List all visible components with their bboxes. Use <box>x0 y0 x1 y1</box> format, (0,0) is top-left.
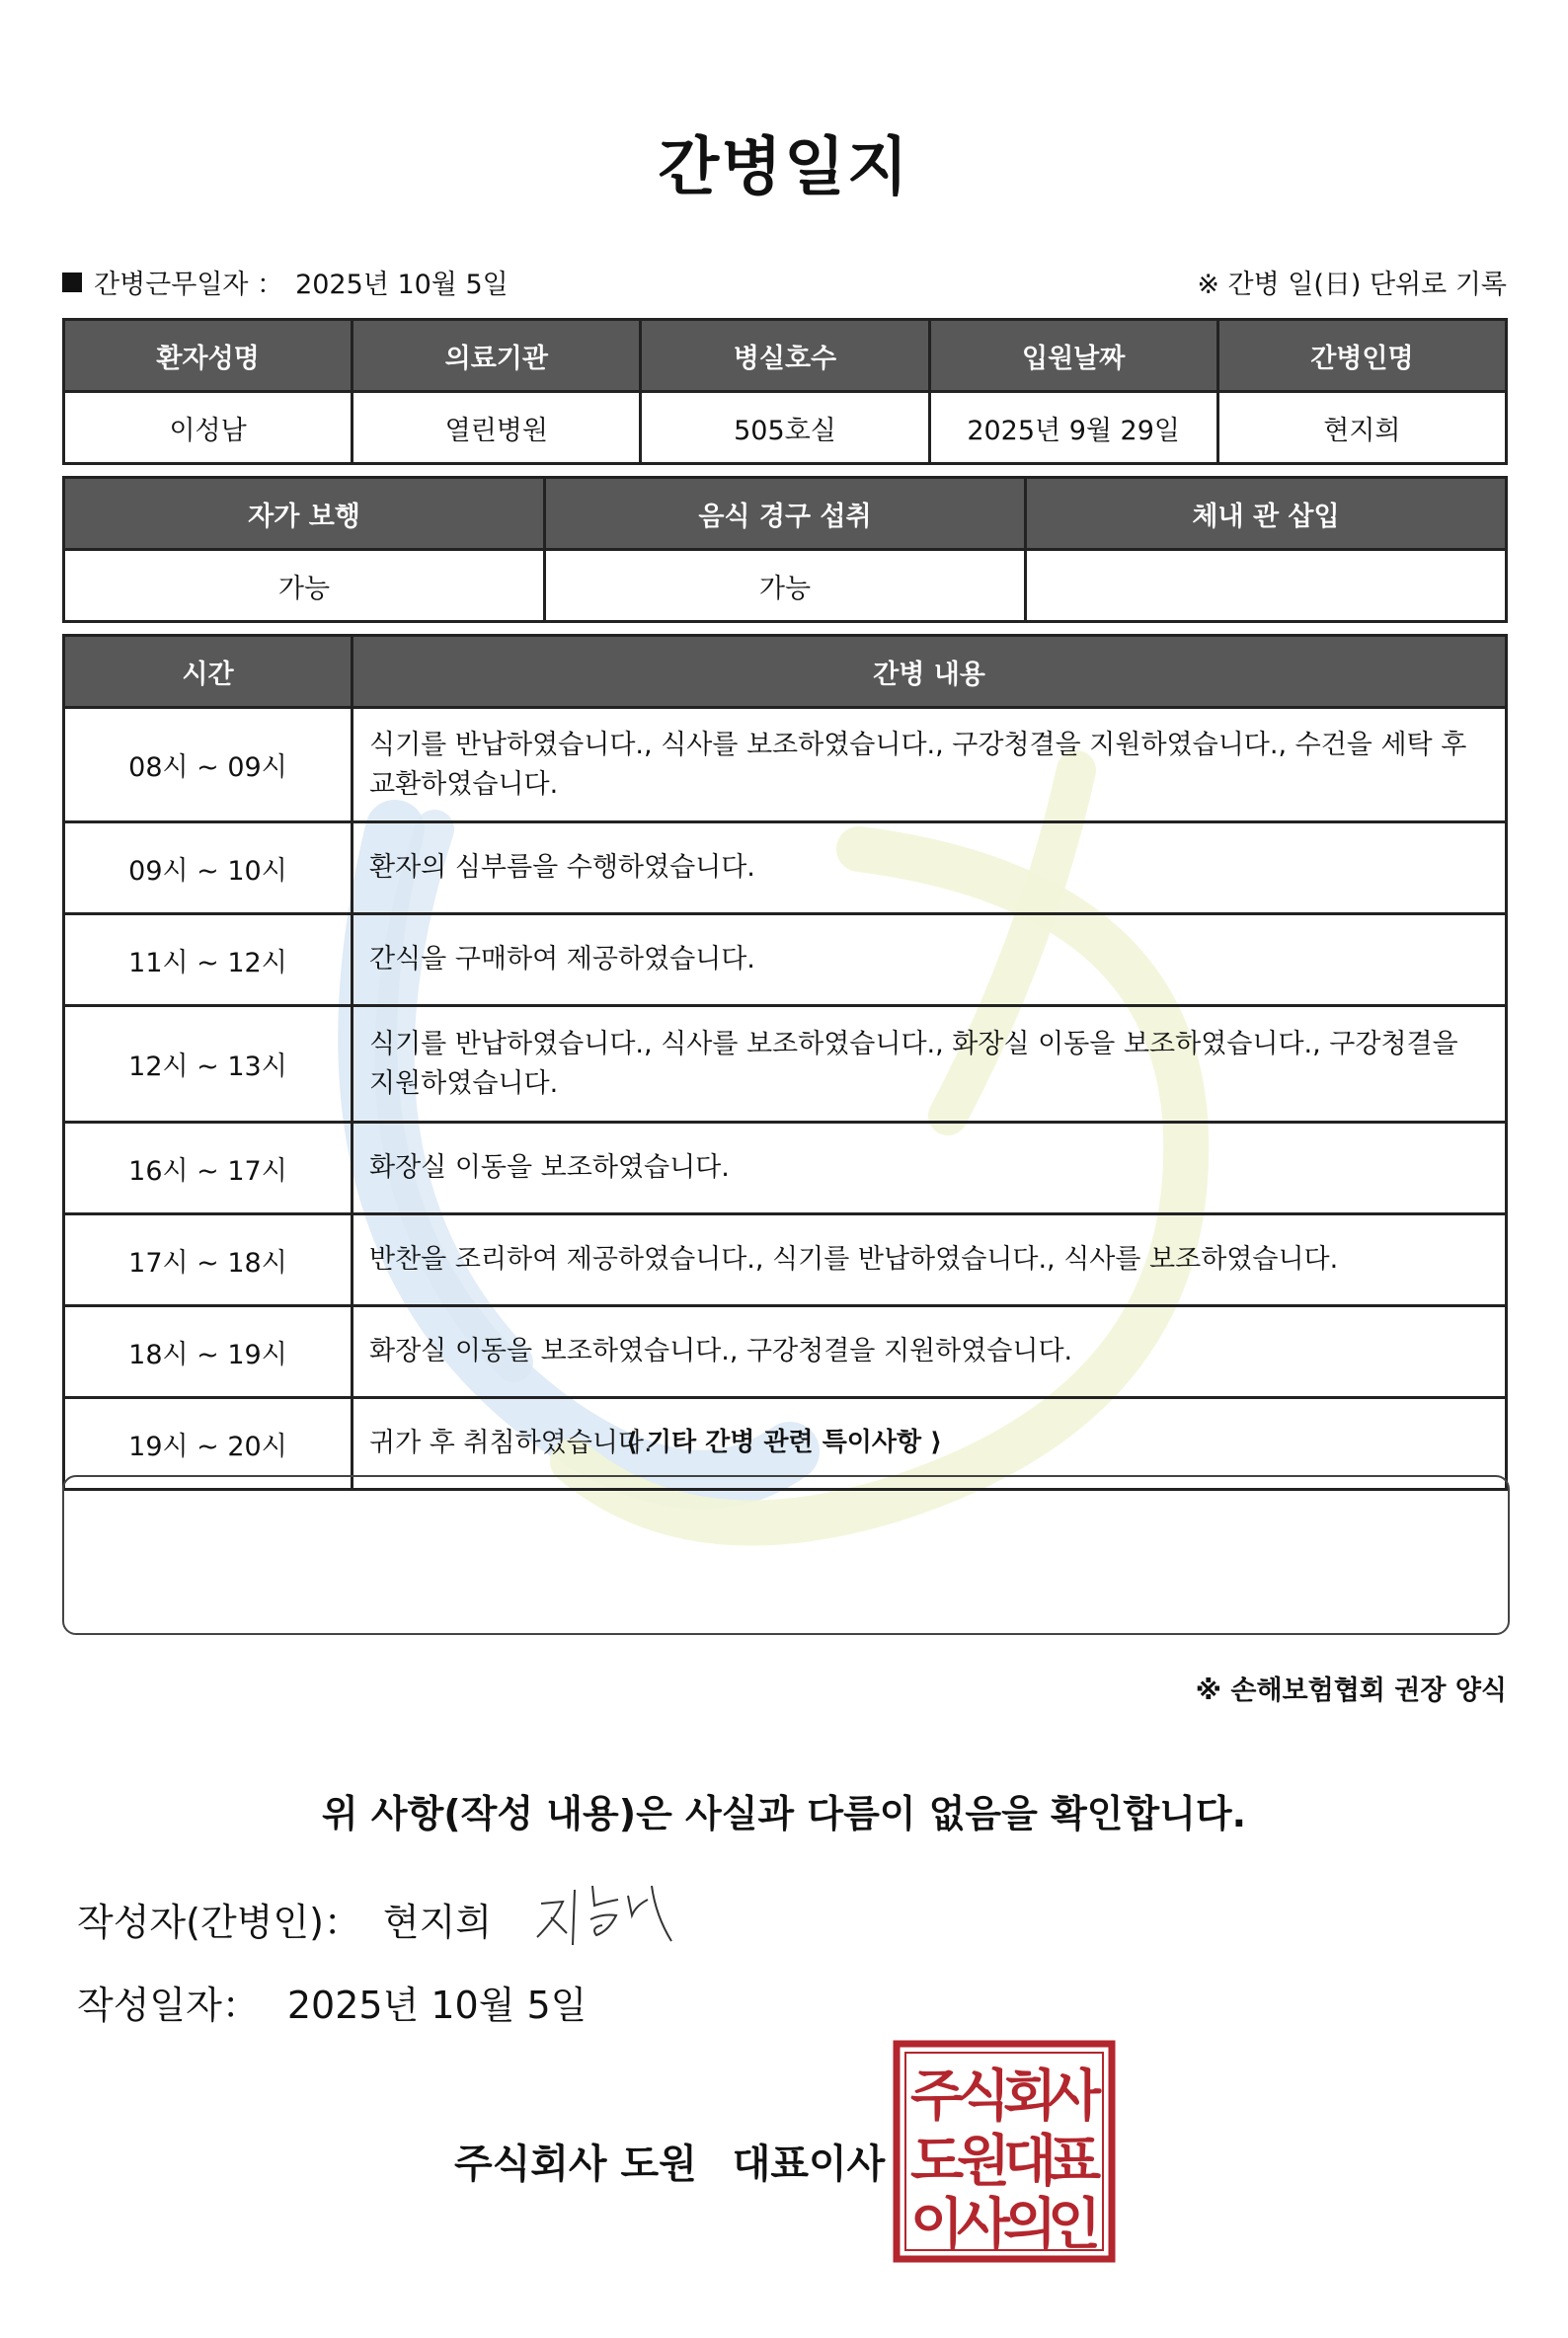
notes-box <box>62 1475 1510 1635</box>
log-time: 19시 ~ 20시 <box>64 1398 353 1490</box>
svg-text:이: 이 <box>909 2193 965 2257</box>
tube-insertion-value <box>1026 550 1507 622</box>
patient-status-table <box>62 476 1508 623</box>
work-date-label: 간병근무일자 ： <box>94 270 284 300</box>
header-caregiver: 간병인명 <box>1217 320 1506 392</box>
svg-text:사: 사 <box>1047 2065 1102 2129</box>
handwritten-signature <box>533 1876 681 1955</box>
log-content: 반찬을 조리하여 제공하였습니다., 식기를 반납하였습니다., 식사를 보조하였습니다. <box>353 1214 1507 1306</box>
log-time: 12시 ~ 13시 <box>64 1006 353 1123</box>
header-self-walking: 자가 보행 <box>64 478 545 550</box>
header-oral-intake: 음식 경구 섭취 <box>545 478 1026 550</box>
log-time: 11시 ~ 12시 <box>64 914 353 1006</box>
log-content: 귀가 후 취침하였습니다. <box>353 1398 1507 1490</box>
patient-info-header-row <box>64 320 1507 392</box>
writer-name: 현지희 <box>382 1901 493 1944</box>
notes-title: ⟨ 기타 간병 관련 특이사항 ⟩ <box>625 1428 943 1457</box>
table-row <box>64 1306 1507 1398</box>
log-content: 식기를 반납하였습니다., 식사를 보조하였습니다., 화장실 이동을 보조하였습니다., 구강청결을 지원하였습니다. <box>353 1006 1507 1123</box>
work-date-value: 2025년 10월 5일 <box>295 270 509 300</box>
care-log-table <box>62 634 1508 1491</box>
svg-text:도: 도 <box>909 2130 965 2194</box>
square-bullet-icon <box>62 273 82 292</box>
patient-info-value-row <box>64 392 1507 464</box>
log-time: 18시 ~ 19시 <box>64 1306 353 1398</box>
self-walking-value: 가능 <box>64 550 545 622</box>
header-hospital: 의료기관 <box>353 320 641 392</box>
room-number: 505호실 <box>641 392 929 464</box>
company-line <box>454 2133 885 2189</box>
table-row <box>64 708 1507 822</box>
svg-text:대: 대 <box>1002 2130 1058 2194</box>
confirmation-statement: 위 사항(작성 내용)은 사실과 다름이 없음을 확인합니다. <box>321 1792 1247 1835</box>
recommended-form-note: ※ 손해보험협회 권장 양식 <box>1195 1676 1507 1706</box>
written-date-label: 작성일자： <box>77 1984 260 2027</box>
header-admission-date: 입원날짜 <box>929 320 1217 392</box>
svg-text:회: 회 <box>1002 2065 1058 2129</box>
writer-line <box>77 1892 492 1946</box>
header-patient-name: 환자성명 <box>64 320 353 392</box>
company-name: 주식회사 도원 <box>454 2142 697 2187</box>
work-date-line <box>62 263 509 301</box>
header-room: 병실호수 <box>641 320 929 392</box>
svg-text:원: 원 <box>956 2130 1011 2194</box>
log-content: 화장실 이동을 보조하였습니다. <box>353 1123 1507 1214</box>
log-content: 식기를 반납하였습니다., 식사를 보조하였습니다., 구강청결을 지원하였습니다., 수건을 세탁 후 교환하였습니다. <box>353 708 1507 822</box>
table-row <box>64 1123 1507 1214</box>
company-seal-stamp <box>893 2040 1116 2263</box>
status-header-row <box>64 478 1507 550</box>
svg-text:사: 사 <box>956 2193 1011 2257</box>
status-value-row <box>64 550 1507 622</box>
log-time: 08시 ~ 09시 <box>64 708 353 822</box>
written-date-line <box>77 1975 587 2029</box>
table-row <box>64 822 1507 914</box>
written-date-value: 2025년 10월 5일 <box>286 1984 588 2027</box>
header-care-content: 간병 내용 <box>353 636 1507 708</box>
care-log-header-row <box>64 636 1507 708</box>
admission-date: 2025년 9월 29일 <box>929 392 1217 464</box>
patient-info-table <box>62 318 1508 465</box>
writer-label: 작성자(간병인)： <box>77 1901 361 1944</box>
table-row <box>64 1214 1507 1306</box>
record-note: ※ 간병 일(日) 단위로 기록 <box>1197 270 1507 300</box>
table-row <box>64 914 1507 1006</box>
svg-text:주: 주 <box>909 2065 965 2129</box>
header-tube-insertion: 체내 관 삽입 <box>1026 478 1507 550</box>
table-row <box>64 1006 1507 1123</box>
document-title: 간병일지 <box>658 131 910 204</box>
log-time: 17시 ~ 18시 <box>64 1214 353 1306</box>
company-title: 대표이사 <box>732 2142 886 2187</box>
caregiver-name: 현지희 <box>1217 392 1506 464</box>
hospital-name: 열린병원 <box>353 392 641 464</box>
log-time: 16시 ~ 17시 <box>64 1123 353 1214</box>
patient-name: 이성남 <box>64 392 353 464</box>
log-time: 09시 ~ 10시 <box>64 822 353 914</box>
log-content: 환자의 심부름을 수행하였습니다. <box>353 822 1507 914</box>
svg-text:식: 식 <box>956 2065 1011 2129</box>
log-content: 화장실 이동을 보조하였습니다., 구강청결을 지원하였습니다. <box>353 1306 1507 1398</box>
log-content: 간식을 구매하여 제공하였습니다. <box>353 914 1507 1006</box>
svg-text:표: 표 <box>1047 2130 1102 2194</box>
header-time: 시간 <box>64 636 353 708</box>
svg-text:인: 인 <box>1047 2193 1102 2257</box>
oral-intake-value: 가능 <box>545 550 1026 622</box>
svg-text:의: 의 <box>1002 2193 1058 2257</box>
